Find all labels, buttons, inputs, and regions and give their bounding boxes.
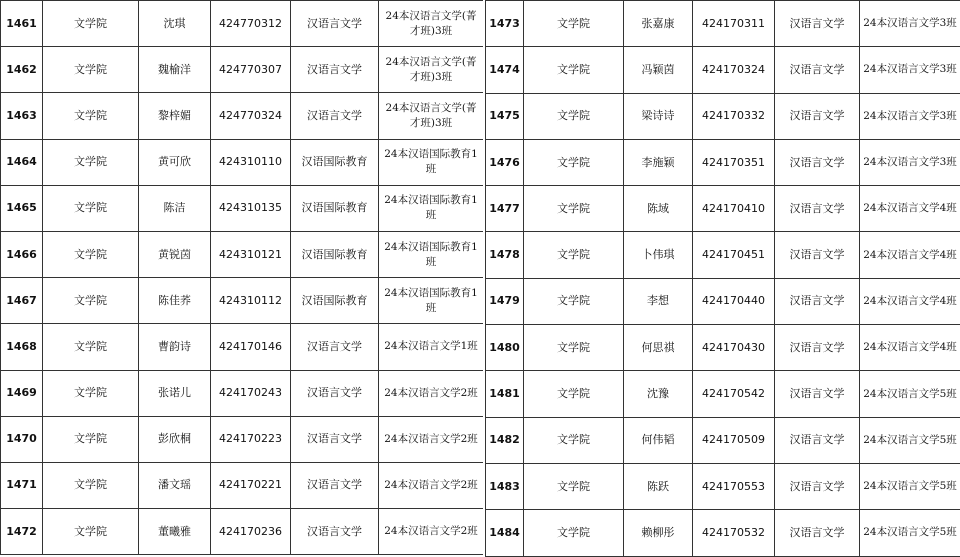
row-number: 1466 [1, 231, 43, 277]
student-id-cell: 424170440 [693, 278, 775, 324]
major-cell: 汉语言文学 [775, 510, 860, 556]
class-cell: 24本汉语言文学(菁才班)3班 [379, 93, 484, 139]
college-cell: 文学院 [43, 370, 139, 416]
row-number: 1473 [486, 1, 524, 47]
major-cell: 汉语言文学 [775, 93, 860, 139]
name-cell: 张嘉康 [624, 1, 693, 47]
student-id-cell: 424770312 [211, 1, 291, 47]
name-cell: 陈洁 [139, 185, 211, 231]
college-cell: 文学院 [43, 278, 139, 324]
student-table-right-body [486, 1, 960, 557]
name-cell: 潘文瑶 [139, 462, 211, 508]
name-cell: 董曦雅 [139, 509, 211, 555]
row-number: 1482 [486, 417, 524, 463]
college-cell: 文学院 [43, 324, 139, 370]
table-row [1, 139, 484, 185]
name-cell: 卜伟琪 [624, 232, 693, 278]
college-cell: 文学院 [43, 462, 139, 508]
row-number: 1479 [486, 278, 524, 324]
class-cell: 24本汉语言文学3班 [860, 47, 960, 93]
college-cell: 文学院 [43, 231, 139, 277]
table-row [1, 231, 484, 277]
college-cell: 文学院 [524, 463, 624, 509]
college-cell: 文学院 [524, 510, 624, 556]
college-cell: 文学院 [524, 186, 624, 232]
class-cell: 24本汉语言文学4班 [860, 232, 960, 278]
college-cell: 文学院 [43, 1, 139, 47]
major-cell: 汉语言文学 [291, 93, 379, 139]
student-id-cell: 424170324 [693, 47, 775, 93]
class-cell: 24本汉语国际教育1班 [379, 231, 484, 277]
table-row [1, 462, 484, 508]
class-cell: 24本汉语言文学1班 [379, 324, 484, 370]
name-cell: 陈域 [624, 186, 693, 232]
class-cell: 24本汉语言文学(菁才班)3班 [379, 1, 484, 47]
class-cell: 24本汉语言文学4班 [860, 278, 960, 324]
name-cell: 黎梓媚 [139, 93, 211, 139]
student-id-cell: 424310112 [211, 278, 291, 324]
student-id-cell: 424170236 [211, 509, 291, 555]
major-cell: 汉语言文学 [775, 371, 860, 417]
row-number: 1480 [486, 325, 524, 371]
student-id-cell: 424310121 [211, 231, 291, 277]
college-cell: 文学院 [524, 325, 624, 371]
row-number: 1476 [486, 139, 524, 185]
class-cell: 24本汉语言文学3班 [860, 1, 960, 47]
class-cell: 24本汉语言文学3班 [860, 93, 960, 139]
major-cell: 汉语言文学 [775, 1, 860, 47]
row-number: 1468 [1, 324, 43, 370]
class-cell: 24本汉语言文学5班 [860, 417, 960, 463]
class-cell: 24本汉语言文学4班 [860, 325, 960, 371]
student-id-cell: 424170451 [693, 232, 775, 278]
major-cell: 汉语言文学 [775, 139, 860, 185]
student-id-cell: 424170223 [211, 416, 291, 462]
college-cell: 文学院 [524, 232, 624, 278]
student-id-cell: 424170311 [693, 1, 775, 47]
college-cell: 文学院 [524, 417, 624, 463]
row-number: 1467 [1, 278, 43, 324]
name-cell: 魏榆洋 [139, 47, 211, 93]
college-cell: 文学院 [524, 139, 624, 185]
major-cell: 汉语言文学 [775, 47, 860, 93]
row-number: 1484 [486, 510, 524, 556]
table-row [1, 324, 484, 370]
student-id-cell: 424170430 [693, 325, 775, 371]
class-cell: 24本汉语国际教育1班 [379, 278, 484, 324]
table-row [1, 509, 484, 555]
class-cell: 24本汉语言文学2班 [379, 509, 484, 555]
class-cell: 24本汉语言文学4班 [860, 186, 960, 232]
student-id-cell: 424170243 [211, 370, 291, 416]
row-number: 1477 [486, 186, 524, 232]
name-cell: 陈跃 [624, 463, 693, 509]
class-cell: 24本汉语国际教育1班 [379, 139, 484, 185]
class-cell: 24本汉语言文学5班 [860, 371, 960, 417]
major-cell: 汉语言文学 [291, 370, 379, 416]
name-cell: 彭欣桐 [139, 416, 211, 462]
student-id-cell: 424770307 [211, 47, 291, 93]
name-cell: 沈琪 [139, 1, 211, 47]
table-row [486, 186, 960, 232]
class-cell: 24本汉语国际教育1班 [379, 185, 484, 231]
major-cell: 汉语国际教育 [291, 139, 379, 185]
table-row [486, 371, 960, 417]
row-number: 1475 [486, 93, 524, 139]
class-cell: 24本汉语言文学3班 [860, 139, 960, 185]
name-cell: 张诺儿 [139, 370, 211, 416]
class-cell: 24本汉语言文学5班 [860, 463, 960, 509]
college-cell: 文学院 [43, 47, 139, 93]
student-id-cell: 424170542 [693, 371, 775, 417]
major-cell: 汉语言文学 [291, 1, 379, 47]
major-cell: 汉语言文学 [291, 47, 379, 93]
major-cell: 汉语言文学 [775, 232, 860, 278]
student-id-cell: 424170146 [211, 324, 291, 370]
table-row [486, 325, 960, 371]
college-cell: 文学院 [43, 185, 139, 231]
name-cell: 何思祺 [624, 325, 693, 371]
table-row [1, 47, 484, 93]
name-cell: 陈佳荞 [139, 278, 211, 324]
table-row [1, 278, 484, 324]
college-cell: 文学院 [43, 139, 139, 185]
row-number: 1471 [1, 462, 43, 508]
table-row [486, 278, 960, 324]
student-id-cell: 424170532 [693, 510, 775, 556]
class-cell: 24本汉语言文学2班 [379, 370, 484, 416]
college-cell: 文学院 [43, 416, 139, 462]
major-cell: 汉语言文学 [291, 509, 379, 555]
student-id-cell: 424770324 [211, 93, 291, 139]
table-row [486, 417, 960, 463]
table-row [1, 93, 484, 139]
row-number: 1463 [1, 93, 43, 139]
student-id-cell: 424170509 [693, 417, 775, 463]
name-cell: 李施颖 [624, 139, 693, 185]
major-cell: 汉语言文学 [775, 278, 860, 324]
college-cell: 文学院 [524, 371, 624, 417]
table-row [486, 1, 960, 47]
college-cell: 文学院 [43, 93, 139, 139]
name-cell: 梁诗诗 [624, 93, 693, 139]
student-id-cell: 424170553 [693, 463, 775, 509]
name-cell: 何伟韬 [624, 417, 693, 463]
class-cell: 24本汉语言文学2班 [379, 416, 484, 462]
student-id-cell: 424170332 [693, 93, 775, 139]
major-cell: 汉语言文学 [775, 186, 860, 232]
table-row [1, 370, 484, 416]
row-number: 1481 [486, 371, 524, 417]
row-number: 1474 [486, 47, 524, 93]
table-row [1, 1, 484, 47]
college-cell: 文学院 [524, 47, 624, 93]
major-cell: 汉语言文学 [775, 417, 860, 463]
major-cell: 汉语国际教育 [291, 185, 379, 231]
student-id-cell: 424170410 [693, 186, 775, 232]
table-row [1, 416, 484, 462]
class-cell: 24本汉语言文学2班 [379, 462, 484, 508]
student-id-cell: 424310110 [211, 139, 291, 185]
college-cell: 文学院 [524, 93, 624, 139]
row-number: 1483 [486, 463, 524, 509]
table-row [486, 139, 960, 185]
student-id-cell: 424170221 [211, 462, 291, 508]
student-id-cell: 424170351 [693, 139, 775, 185]
college-cell: 文学院 [524, 1, 624, 47]
table-row [1, 185, 484, 231]
college-cell: 文学院 [524, 278, 624, 324]
major-cell: 汉语国际教育 [291, 278, 379, 324]
major-cell: 汉语言文学 [775, 325, 860, 371]
row-number: 1462 [1, 47, 43, 93]
table-row [486, 47, 960, 93]
row-number: 1470 [1, 416, 43, 462]
row-number: 1465 [1, 185, 43, 231]
row-number: 1472 [1, 509, 43, 555]
major-cell: 汉语国际教育 [291, 231, 379, 277]
class-cell: 24本汉语言文学(菁才班)3班 [379, 47, 484, 93]
name-cell: 李想 [624, 278, 693, 324]
student-table-right [485, 0, 960, 557]
major-cell: 汉语言文学 [291, 462, 379, 508]
student-table-left-body [1, 1, 484, 555]
row-number: 1478 [486, 232, 524, 278]
class-cell: 24本汉语言文学5班 [860, 510, 960, 556]
name-cell: 沈豫 [624, 371, 693, 417]
name-cell: 黄可欣 [139, 139, 211, 185]
table-row [486, 510, 960, 556]
row-number: 1469 [1, 370, 43, 416]
name-cell: 赖柳彤 [624, 510, 693, 556]
row-number: 1464 [1, 139, 43, 185]
college-cell: 文学院 [43, 509, 139, 555]
name-cell: 黄锐茵 [139, 231, 211, 277]
table-row [486, 463, 960, 509]
major-cell: 汉语言文学 [291, 324, 379, 370]
row-number: 1461 [1, 1, 43, 47]
table-row [486, 93, 960, 139]
name-cell: 曹韵诗 [139, 324, 211, 370]
name-cell: 冯颖茵 [624, 47, 693, 93]
major-cell: 汉语言文学 [291, 416, 379, 462]
student-id-cell: 424310135 [211, 185, 291, 231]
major-cell: 汉语言文学 [775, 463, 860, 509]
table-row [486, 232, 960, 278]
